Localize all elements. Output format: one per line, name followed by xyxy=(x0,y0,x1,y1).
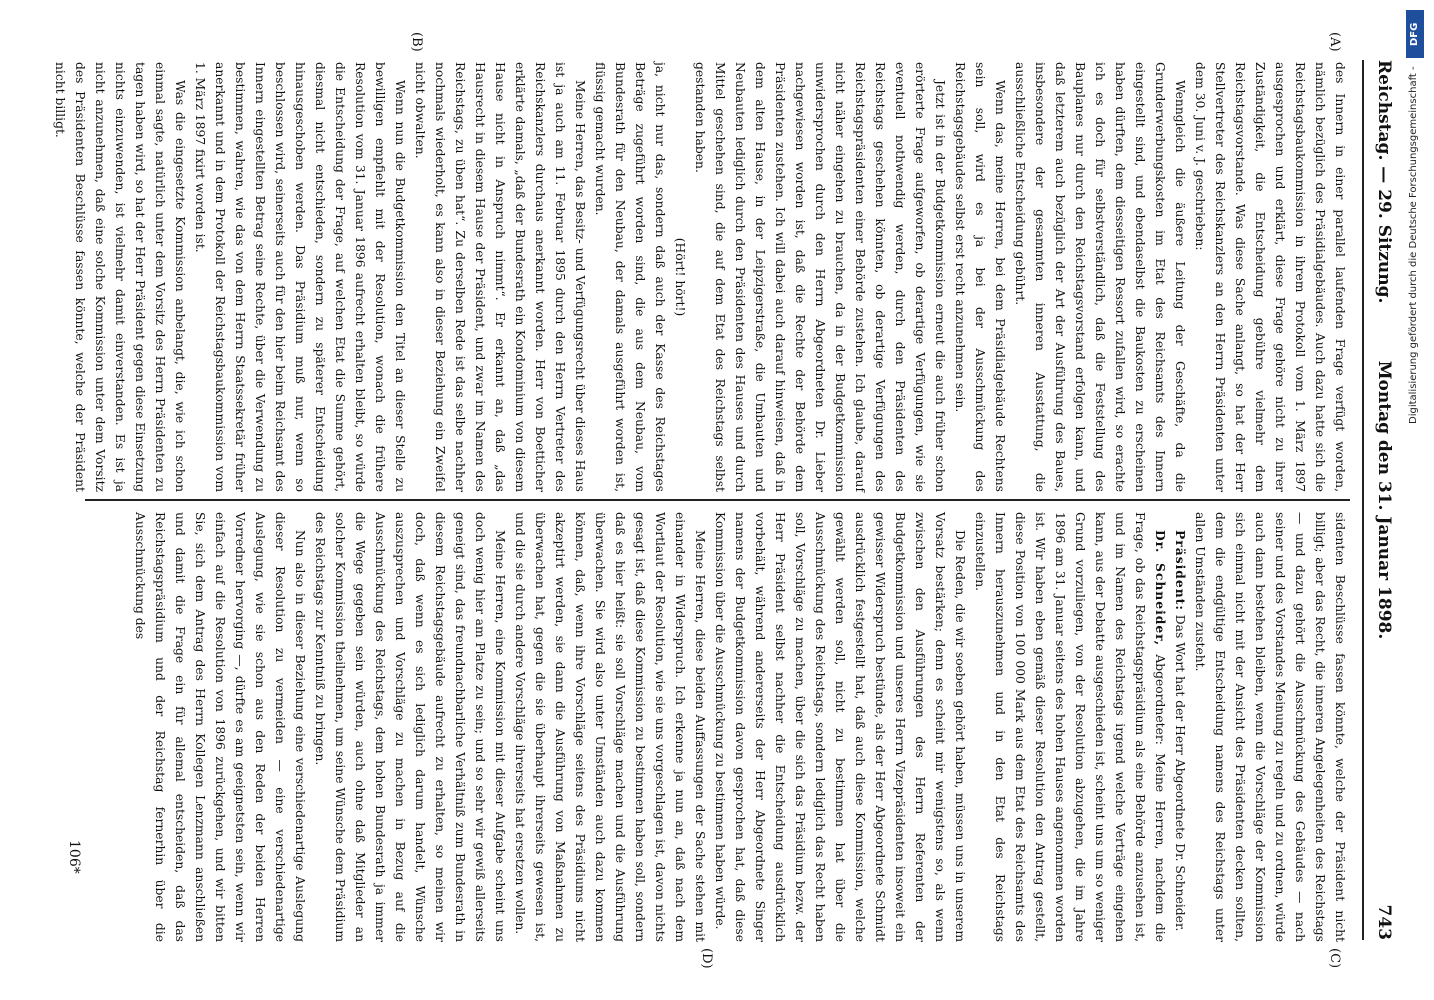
digitization-credit: Digitalisierung gefördert durch die Deutsche Forschungsgemeinschaft - xyxy=(1408,66,1419,424)
page-header xyxy=(1364,60,1394,940)
header-rule xyxy=(1362,60,1364,940)
dfg-logo-icon: DFG xyxy=(1406,10,1424,58)
paragraph: Wenn das, meine Herren, bei dem Präsidialgebäude Rechtens sein soll, wird es ja bei der Ausschmückung des Reichstagsgebäudes selbst erst recht anzunehmen sein. xyxy=(953,62,1007,492)
signature-mark: 106* xyxy=(66,840,82,874)
paragraph: Was die eingesetzte Kommission anbelangt, die, wie ich schon einmal sagte, natürlich unter dem Vorsitz des Herrn Präsidenten zu tagen haben wird, so hat der Herr Präsident gegen diese Einsetzung nichts einzuwenden, ist vielmehr damit einverstanden. Es ist ja nicht anzunehmen, daß eine solche Kommission unter dem Vorsitz des Präsidenten Beschlüsse fassen könnte, welche der Präsident nicht billigt. xyxy=(53,62,187,492)
quoted-paragraph: Wenngleich die äußere Leitung der Geschäfte, da die Grunderwerbungskosten im Etat des Reichsamts des Innern eingestellt sind, und ebendaselbst die Baukosten zu erscheinen haben dürften, dem diesseitigen Ressort zufallen wird, so erachte ich es doch für selbstverständlich, daß die Feststellung des Bauplanes nur durch den Reichstagsvorstand erfolgen kann, und daß letzterem auch bezüglich der Art der Ausführung des Baues, insbesondere der gesammten inneren Ausstattung, die ausschließliche Entscheidung gebührt. xyxy=(1013,62,1187,492)
speaker-paragraph xyxy=(970,512,1170,942)
header-session: Reichstag. — 29. Sitzung. xyxy=(1374,60,1394,304)
speech-text: Das Wort hat der Herr Abgeordnete Dr. Schneider. xyxy=(1173,614,1187,932)
paragraph: des Innern in einer parallel laufenden Frage verfügt worden, nämlich bezüglich des Präsidialgebäudes. Auch dazu hatte sich die Reichstagsbaukommission in ihrem Protokoll vom 1. März 1897 ausgesprochen und erklärt, diese Frage gehöre nicht zu ihrer Zuständigkeit, die Entscheidung gebühre vielmehr dem Reichstagsvorstande. Was diese Sache anlangt, so hat der Herr Stellvertreter des Reichskanzlers an den Herrn Präsidenten unter dem 30. Juni v. J. geschrieben: xyxy=(1193,62,1347,492)
paragraph: Wenn nun die Budgetkommission den Titel an dieser Stelle zu bewilligen empfiehlt mit der Resolution, wonach die frühere Resolution vom 31. Januar 1896 aufrecht erhalten bleibt, so würde die Entscheidung der Frage, auf welchen Etat die Summe gehört, diesmal nicht entschieden, sondern zu späterer Entscheidung hinausgeschoben werden. Das Präsidium muß nur, wenn so beschlossen wird, seinerseits auch für den hier beim Reichsamt des Innern eingestellten Betrag seine Rechte, über die Verwendung zu bestimmen, wahren, wie das von dem Herrn Staatssekretär früher anerkannt und in dem Protokoll der Reichstagsbaukommission vom 1. März 1897 fixirt worden ist. xyxy=(193,62,407,492)
paragraph: Meine Herren, diese beiden Auffassungen der Sache stehen mit einander in Widerspruch. Ich erkenne ja nun an, daß nach dem Wortlaut der Resolution, wie sie uns vorgeschlagen ist, davon nichts gesagt ist, daß diese Kommission zu bestimmen haben soll, sondern daß es hier heißt: sie soll Vorschläge machen und die Ausführung überwachen. Sie wird also unter Umständen auch dazu kommen können, daß, wenn ihre Vorschläge seitens des Präsidiums nicht akzeptirt werden, sie dann die Ausführung von Maßnahmen zu überwachen hat, gegen die sie überhaupt ihrerseits gewesen ist, und die sie durch andere Vorschläge ihrerseits hat ersetzen wollen. xyxy=(513,512,707,942)
digitization-sidebar xyxy=(1404,6,1428,996)
paragraph: sidenten Beschlüsse fassen könnte, welche der Präsident nicht billigt; aber das Recht, die inneren Angelegenheiten des Reichstags — und dazu gehört die Ausschmückung des Gebäudes — nach seiner und des Vorstandes Meinung zu regeln und zu ordnen, würde auch dann bestehen bleiben, wenn die Vorschläge der Kommission sich einmal nicht mit der Ansicht des Präsidenten decken sollten, dem die endgültige Entscheidung namens des Reichstags unter allen Umständen zusteht. xyxy=(1193,512,1347,942)
page-number: 743 xyxy=(1374,904,1394,940)
margin-marker-d: (D) xyxy=(699,948,714,969)
speaker-name: Präsident: xyxy=(1173,530,1188,611)
paragraph: ja, nicht nur das, sondern daß auch der Kasse des Reichstages Beträge zugeführt worden sind, die aus dem Neubau, vom Bundesrath für den Neubau, der damals ausgeführt worden ist, flüssig gemacht wurden. xyxy=(593,62,667,492)
margin-marker-b: (B) xyxy=(409,32,424,52)
paragraph: Jetzt ist in der Budgetkommission erneut die auch früher schon erörterte Frage aufgeworfen, ob derartige Verfügungen, wie sie eventuell nothwendig werden, durch den Präsidenten des Reichstags geschehen könnten, ob derartige Verfügungen des Reichstagspräsidenten einer Behörde zustehen. Ich glaube, darauf nicht näher eingehen zu brauchen, da in der Budgetkommission unwidersprochen durch den Herrn Abgeordneten Dr. Lieber nachgewiesen worden ist, daß die Rechte der Behörde dem Präsidenten zustehen. Ich will dabei auch darauf hinweisen, daß in dem alten Hause, in der Leipzigerstraße, die Umbauten und Neubauten lediglich durch den Präsidenten des Hauses und durch Mittel geschehen sind, die auf dem Etat des Reichstags selbst gestanden haben. xyxy=(693,62,947,492)
paragraph: Meine Herren, eine Kommission mit dieser Aufgabe scheint uns doch wenig hier am Platze zu sein; und so sehr wir gewiß allerseits geneigt sind, das freundnachbarliche Verhältniß zum Bundesrath in diesem Reichstagsgebäude aufrecht zu erhalten, so meinen wir doch, daß wenn es sich lediglich darum handelt, Wünsche auszusprechen und Vorschläge zu machen in Bezug auf die Ausschmückung des Reichstags, dem hohen Bundesrath ja immer die Wege gegeben sein würden, auch ohne daß Mitglieder an solcher Kommission theilnehmen, um seine Wünsche dem Präsidium des Reichstags zur Kenntniß zu bringen. xyxy=(313,512,507,942)
interjection: (Hört! hört!) xyxy=(673,237,687,317)
header-date: Montag den 31. Januar 1898. xyxy=(1374,360,1394,640)
speech-text: Abgeordneter: Meine Herren, nachdem die Frage, ob das Reichstagspräsidium als eine Behörde anzusehen ist, und im Namen des Reichstags irgend welche Verträge eingehen kann, aus der Debatte ausgeschieden ist, scheint uns um so weniger Grund vorzuliegen, von der Resolution abzugehen, die im Jahre 1896 am 31. Januar seitens des hohen Hauses angenommen worden ist. Wir haben eben gemäß dieser Resolution den Antrag gestellt, diese Position von 100 000 Mark aus dem Etat des Reichsamts des Innern herauszunehmen und in den Etat des Reichstags einzustellen. xyxy=(973,512,1167,942)
speaker-name: Dr. Schneider, xyxy=(1153,530,1168,647)
margin-marker-a: (A) xyxy=(1327,32,1342,52)
paragraph: Die Reden, die wir soeben gehört haben, müssen uns in unserem Vorsatz bestärken; denn es scheint mir wenigstens so, als wenn zwischen den Ausführungen des Herrn Referenten der Budgetkommission und unseres Herrn Vizepräsidenten insoweit ein gewisser Widerspruch bestünde, als der Herr Abgeordnete Schmidt ausdrücklich festgestellt hat, daß auch diese Kommission, welche gewählt werden soll, nicht zu bestimmen hat über die Ausschmückung des Reichstags, sondern lediglich das Recht haben soll, Vorschläge zu machen, über die sich das Präsidium bezw. der Herr Präsident selbst nachher die Entscheidung ausdrücklich vorbehält, während andererseits der Herr Abgeordnete Singer namens der Budgetkommission davon gesprochen hat, daß diese Kommission über die Ausschmückung zu bestimmen haben würde. xyxy=(713,512,967,942)
paragraph: Meine Herren, das Besitz- und Verfügungsrecht über dieses Haus ist ja auch am 11. Februar 1895 durch den Herrn Vertreter des Reichskanzlers durchaus anerkannt worden. Herr von Boetticher erklärte damals, „daß der Bundesrath ein Kondominium von diesem Hause nicht in Anspruch nimmt“. Er erkannt an, daß „das Hausrecht in diesem Hause der Präsident, und zwar im Namen des Reichstags, zu üben hat“. Zu derselben Rede ist das selbe nachher nochmals wiederholt, es kann also in dieser Beziehung ein Zweifel nicht obwalten. xyxy=(413,62,587,492)
speaker-paragraph xyxy=(1170,512,1190,942)
text-column-right xyxy=(85,512,1350,942)
text-column-left xyxy=(53,62,1350,492)
paragraph: Nun also in dieser Beziehung eine verschiedenartige Auslegung dieser Resolution zu vermeiden — eine verschiedenartige Auslegung, wie sie schon aus den Reden der beiden Herren Vorredner hervorging —, dürfte es am geeignetsten sein, wenn wir einfach auf die Resolution von 1896 zurückgehen, und wir bitten Sie, sich dem Antrag des Herrn Kollegen Lenzmann anschließen und damit die Frage ein für allemal entscheiden, daß das Reichstagspräsidium und der Reichstag fernerhin über die Ausschmückung des xyxy=(133,512,307,942)
column-divider xyxy=(85,499,1350,501)
margin-marker-c: (C) xyxy=(1327,948,1342,969)
